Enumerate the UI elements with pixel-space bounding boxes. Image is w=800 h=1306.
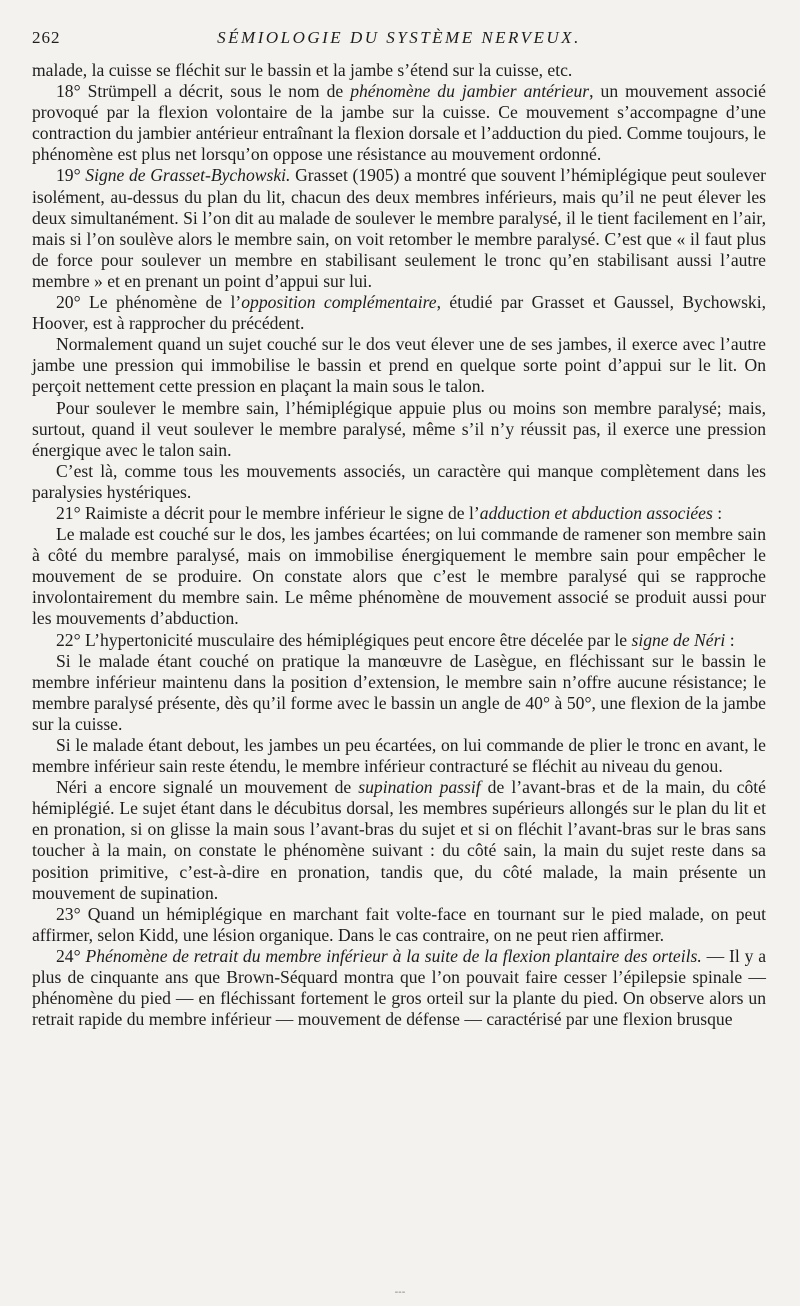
paragraph [32,630,766,651]
italic-run: supination passif [358,777,481,798]
page-number: 262 [32,28,61,47]
italic-run: opposition complémentaire [241,292,437,313]
text-run: 18° Strümpell a décrit, sous le nom de [56,81,351,102]
text-run: de l’avant-bras et de la main, du côté hémiplégié. Le sujet étant dans le décubitus dorsal, les membres supérieurs allongés sur le plan du lit et en pronation, si on glisse la main sous l’avant-bras du sujet et si on fléchit l’avant-bras sur le bras sans toucher à la main, on constate le phénomène suivant : du côté sain, la main du sujet reste dans sa position primitive, c’est-à-dire en pronation, tandis que, du côté malade, la main présente un mouvement de supination. [32,777,766,903]
text-run: Le malade est couché sur le dos, les jambes écartées; on lui commande de ramener son membre sain à côté du membre paralysé, mais on immobilise énergiquement le membre sain pour empêcher le mouvement de se produire. On constate alors que c’est le membre paralysé qui se rapproche involontairement du membre sain. Le même phénomène de mouvement associé se produit aussi pour les mouvements d’abduction. [32,524,766,629]
text-run: malade, la cuisse se fléchit sur le bassin et la jambe s’étend sur la cuisse, etc. [32,60,573,80]
text-run: Néri a encore signalé un mouvement de [56,777,359,798]
text-run: , étudié par Grasset et Gaussel, Bychowski, Hoover, est à rapprocher du précédent. [32,292,766,334]
text-run: Grasset (1905) a montré que souvent l’hémiplégique peut soulever isolément, au-dessus du plan du lit, chacun des deux membres inférieurs, mais qu’il ne peut élever les deux simultanément. Si l’on dit au malade de soulever le membre paralysé, il le tient facilement en l’air, mais si l’on soulève alors le membre sain, on voit retomber le membre paralysé. C’est que « il faut plus de force pour soulever un membre en stabilisant seulement le tronc qu’en stabilisant aussi l’autre membre » et en prenant un point d’appui sur lui. [32,165,766,291]
text-run: Normalement quand un sujet couché sur le dos veut élever une de ses jambes, il exerce avec l’autre jambe une pression qui immobilise le bassin et prend en quelque sorte point d’appui sur le lit. On perçoit nettement cette pression en plaçant la main sous le talon. [32,334,766,397]
paragraph [32,524,766,629]
paragraph [32,503,766,524]
paragraph [32,398,766,461]
text-run: 22° L’hypertonicité musculaire des hémiplégiques peut encore être décelée par le [56,629,632,650]
running-head [32,28,766,54]
text-run: 21° Raimiste a décrit pour le membre inférieur le signe de l’ [56,502,480,523]
italic-run: Signe de Grasset-Bychowski. [85,165,291,186]
text-run: : [725,629,735,650]
paragraph [32,651,766,735]
italic-run: phénomène du jambier antérieur [350,81,590,102]
paragraph [32,735,766,777]
text-run: : [712,502,723,523]
text-run: C’est là, comme tous les mouvements associés, un caractère qui manque complètement dans les paralysies hystériques. [32,460,766,502]
text-run: Pour soulever le membre sain, l’hémiplégique appuie plus ou moins son membre paralysé; mais, surtout, quand il veut soulever le membre paralysé, même s’il n’y réussit pas, il exerce une pression énergique avec le talon sain. [32,397,766,460]
text-run: Si le malade étant debout, les jambes un peu écartées, on lui commande de plier le tronc en avant, le membre inférieur sain reste étendu, le membre inférieur contracturé se fléchit au niveau du genou. [32,735,766,777]
text-run: 19° [56,165,86,186]
paragraph [32,461,766,503]
text-run: 20° Le phénomène de l’ [56,292,242,313]
italic-run: Phénomène de retrait du membre inférieur à la suite de la flexion plantaire des orteils. [85,945,702,966]
text-run: Si le malade étant couché on pratique la manœuvre de Lasègue, en fléchissant sur le bassin le membre inférieur maintenu dans la position d’extension, le membre sain n’offre aucune résistance; le membre paralysé présente, dès qu’il forme avec le bassin un angle de 40° à 50°, une flexion de la jambe sur la cuisse. [32,650,766,734]
text-run: — Il y a plus de cinquante ans que Brown-Séquard montra que l’on pouvait faire cesser l’épilepsie spinale — phénomène du pied — en fléchissant fortement le gros orteil sur la plante du pied. On observe alors un retrait rapide du membre inférieur — mouvement de défense — caractérisé par une flexion brusque [32,945,767,1030]
text-run: 24° [56,945,86,966]
paragraph [32,292,766,334]
paragraph [32,165,766,292]
paragraph [32,946,766,1030]
footer-mark: --- [394,1287,406,1298]
paragraph [32,904,766,946]
text-run: , un mouvement associé provoqué par la flexion volontaire de la jambe sur la cuisse. Ce mouvement s’accompagne d’une contraction du jambier antérieur entraînant la flexion dorsale et l’adduction du pied. Comme toujours, le phénomène est plus net lorsqu’on oppose une résistance au mouvement ordonné. [32,81,766,165]
paragraph [32,60,766,81]
italic-run: signe de Néri [631,629,726,650]
italic-run: adduction et abduction associées [479,502,713,523]
body-text [32,60,766,1030]
running-title: SÉMIOLOGIE DU SYSTÈME NERVEUX. [217,28,581,47]
paragraph [32,334,766,397]
paragraph [32,777,766,904]
text-run: 23° Quand un hémiplégique en marchant fait volte-face en tournant sur le pied malade, on peut affirmer, selon Kidd, une lésion organique. Dans le cas contraire, on ne peut rien affirmer. [32,903,766,945]
paragraph [32,81,766,165]
